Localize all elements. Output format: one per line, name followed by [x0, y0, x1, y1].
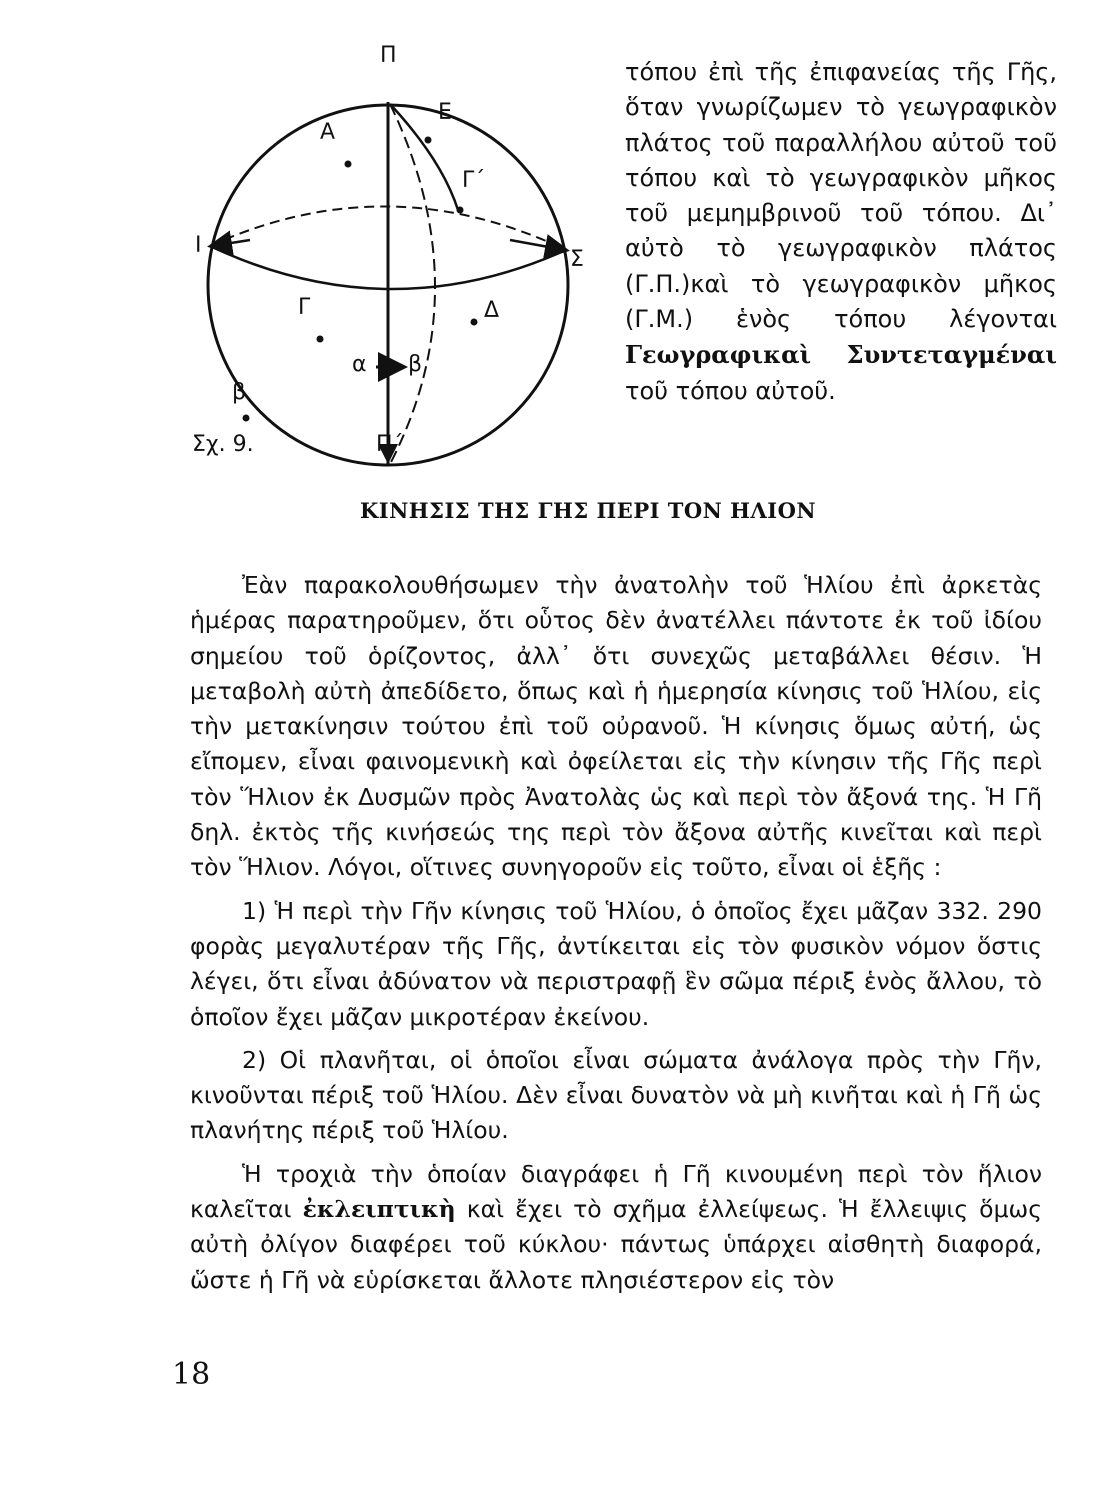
paragraph-4-part2: καὶ ἔχει τὸ σχῆμα ἐλλείψεως. Ἡ ἔλλειψις ὅμως αὐτὴ ὀλίγον διαφέρει τοῦ κύκλου· πάντως ὑπάρχει αἰσθητὴ διαφορά, ὥστε ἡ Γῆ νὰ εὑρίσκεται ἄλλοτε πλησιέστερον εἰς τὸν [190, 1195, 1042, 1294]
globe-diagram [180, 40, 600, 480]
point-i-label: Ι [195, 233, 202, 258]
point-b-dot [243, 415, 250, 422]
point-g-prime-label: Γ΄ [462, 168, 486, 193]
north-pole-label: Π [380, 43, 397, 68]
figure-caption: Σχ. 9. [192, 432, 254, 457]
arrow-to-label: β [408, 352, 423, 377]
meridian-dashed [390, 104, 435, 464]
point-g-prime-dot [457, 207, 464, 214]
side-paragraph [625, 55, 1057, 409]
point-d-label: Δ [484, 298, 500, 323]
page-number: 18 [172, 1357, 211, 1392]
paragraph-3: 2) Οἱ πλανῆται, οἱ ὁποῖοι εἶναι σώματα ἀνάλογα πρὸς τὴν Γῆν, κινοῦνται πέριξ τοῦ Ἡλίου. Δὲν εἶναι δυνατὸν νὰ μὴ κινῆται καὶ ἡ Γῆ ὡς πλανήτης πέριξ τοῦ Ἡλίου. [190, 1045, 1042, 1145]
point-b-label: β [232, 380, 247, 405]
paragraph-2: 1) Ἡ περὶ τὴν Γῆν κίνησις τοῦ Ἡλίου, ὁ ὁποῖος ἔχει μᾶζαν 332. 290 φορὰς μεγαλυτέραν τῆς Γῆς, ἀντίκειται εἰς τὸν φυσικὸν νόμον ὅστις λέγει, ὅτι εἶναι ἀδύνατον νὰ περιστραφῇ ἓν σῶμα πέριξ ἑνὸς ἄλλου, τὸ ὁποῖον ἔχει μᾶζαν μικροτέραν ἐκείνου. [190, 896, 1042, 1031]
point-a-dot [345, 161, 352, 168]
point-d-dot [471, 319, 478, 326]
point-s-label: Σ [570, 247, 584, 272]
paragraph-4 [190, 1157, 1042, 1298]
point-e-label: Ε [438, 100, 452, 125]
globe-figure [180, 40, 600, 480]
paragraph-4-bold: ἐκλειπτικὴ [302, 1195, 456, 1224]
arrow-from-label: α [352, 352, 367, 377]
paragraph-1: Ἐὰν παρακολουθήσωμεν τὴν ἀνατολὴν τοῦ Ἡλίου ἐπὶ ἀρκετὰς ἡμέρας παρατηροῦμεν, ὅτι οὗτος δὲν ἀνατέλλει πάντοτε ἐκ τοῦ ἰδίου σημείου τοῦ ὁρίζοντος, ἀλλ᾽ ὅτι συνεχῶς μεταβάλλει θέσιν. Ἡ μεταβολὴ αὐτὴ ἀπεδίδετο, ὅπως καὶ ἡ ἡμερησία κίνησις τοῦ Ἡλίου, εἰς τὴν μετακίνησιν τούτου ἐπὶ τοῦ οὐρανοῦ. Ἡ κίνησις ὅμως αὐτή, ὡς εἴπομεν, εἶναι φαινομενικὴ καὶ ὀφείλεται εἰς τὴν κίνησιν τῆς Γῆς περὶ τὸν Ἥλιον ἐκ Δυσμῶν πρὸς Ἀνατολὰς ὡς καὶ περὶ τὸν ἄξονά της. Ἡ Γῆ δηλ. ἐκτὸς τῆς κινήσεώς της περὶ τὸν ἄξονα αὐτῆς κινεῖται καὶ περὶ τὸν Ἥλιον. Λόγοι, οἵτινες συνηγοροῦν εἰς τοῦτο, εἶναι οἱ ἑξῆς : [190, 571, 1042, 882]
point-g-dot [317, 336, 324, 343]
south-pole-label: Π΄ [376, 432, 404, 457]
point-e-dot [425, 137, 432, 144]
side-text-bold: Γεωγραφικαὶ Συντεταγμέναι [625, 340, 1057, 370]
paragraph-4-part1: Ἡ τροχιὰ τὴν ὁποίαν διαγράφει ἡ Γῆ κινουμένη περὶ τὸν ἥλιον καλεῖται [190, 1159, 1042, 1224]
point-a-label: Α [320, 120, 336, 145]
point-g-label: Γ [298, 295, 311, 320]
side-text-part1: τόπου ἐπὶ τῆς ἐπιφανείας τῆς Γῆς, ὅταν γνωρίζωμεν τὸ γεωγραφικὸν πλάτος τοῦ παραλλήλου αὐτοῦ τοῦ τόπου καὶ τὸ γεωγραφικὸν μῆκος τοῦ μεμημβρινοῦ τοῦ τόπου. Δι᾽ αὐτὸ τὸ γεωγραφικὸν πλάτος (Γ.Π.)καὶ τὸ γεωγραφικὸν μῆκος (Γ.Μ.) ἑνὸς τόπου λέγονται [625, 58, 1057, 334]
side-text-part2: τοῦ τόπου αὐτοῦ. [625, 376, 836, 405]
body-text [190, 568, 1042, 1298]
section-heading: ΚΙΝΗΣΙΣ ΤΗΣ ΓΗΣ ΠΕΡΙ ΤΟΝ ΗΛΙΟΝ [360, 498, 817, 523]
